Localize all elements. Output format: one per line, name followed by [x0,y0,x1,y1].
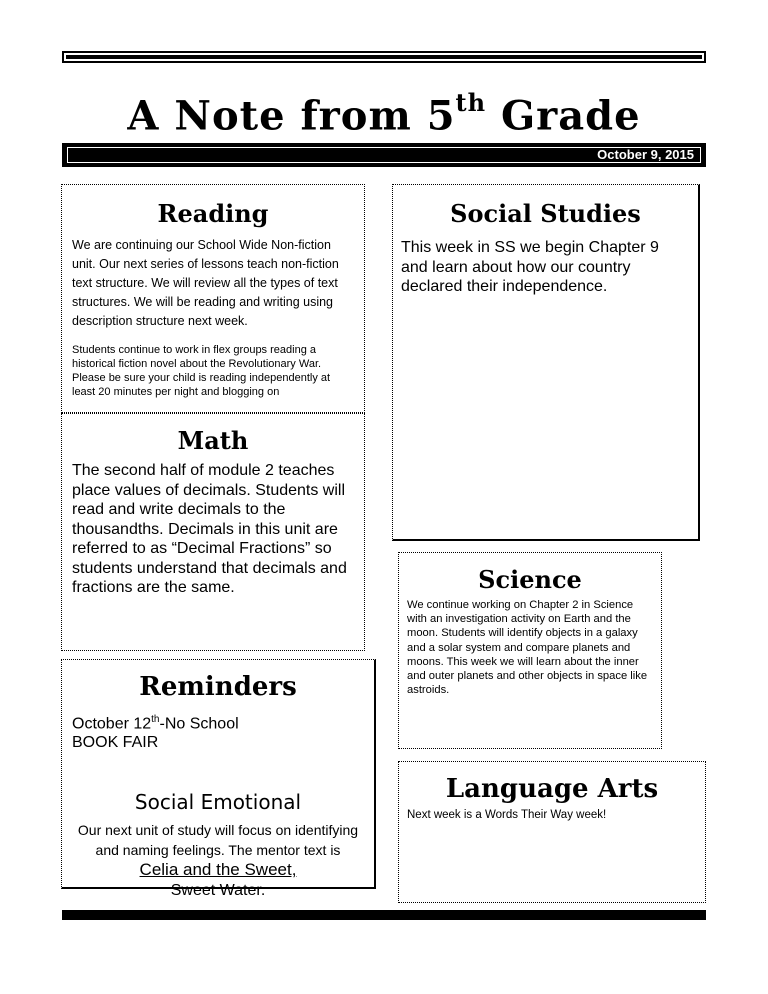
title-text-end: Grade [486,92,641,140]
social-studies-heading: Social Studies [450,199,641,228]
language-arts-section [398,761,706,903]
social-emotional-body: Our next unit of study will focus on identifying and naming feelings. The mentor text is Celia and the Sweet, Sweet Water. [77,822,359,900]
math-heading: Math [177,426,249,455]
newsletter-title [0,88,768,140]
language-arts-body: Next week is a Words Their Way week! [407,809,607,821]
reading-paragraph-1: We are continuing our School Wide Non-fiction unit. Our next series of lessons teach non-fiction text structure. We will review all the types of text structures. We will be reading and writing using description structure next week. [72,238,339,328]
reading-heading: Reading [157,199,269,228]
mentor-text-title: Celia and the Sweet, [139,860,297,880]
top-banner-bar [62,51,706,63]
language-arts-heading: Language Arts [445,774,659,804]
science-body: We continue working on Chapter 2 in Science with an investigation activity on Earth and the moon. Students will identify objects in a galaxy and a solar system and compare planets and moons. This week we will learn about the inner and outer planets and other objects in space like astroids. [407,599,648,697]
bottom-banner-bar [62,910,706,920]
reminders-section [61,659,376,900]
reading-paragraph-2: Students continue to work in flex groups reading a historical fiction novel about the Revolutionary War. Please be sure your child is reading independently at least 20 minutes per night and blogging on [72,344,331,398]
science-heading: Science [478,565,582,594]
math-section [61,413,365,651]
social-emotional-heading: Social Emotional [134,790,302,815]
title-superscript: th [455,88,487,117]
reminders-heading: Reminders [139,672,297,702]
reading-section [61,184,365,413]
reminders-line-2: BOOK FAIR [72,734,159,752]
newsletter-date: October 9, 2015 [597,147,694,162]
social-studies-body: This week in SS we begin Chapter 9 and learn about how our country declared their independence. [401,239,659,295]
date-bar [62,143,706,167]
science-section [398,552,662,749]
title-text: A Note from 5 [127,92,456,140]
math-body: The second half of module 2 teaches place values of decimals. Students will read and write decimals to the thousandths. Decimals in this unit are referred to as “Decimal Fractions” so students understand that decimals and fractions are the same. [72,462,347,596]
social-studies-section [392,184,700,541]
reminders-line-1: October 12th-No School [72,714,239,733]
